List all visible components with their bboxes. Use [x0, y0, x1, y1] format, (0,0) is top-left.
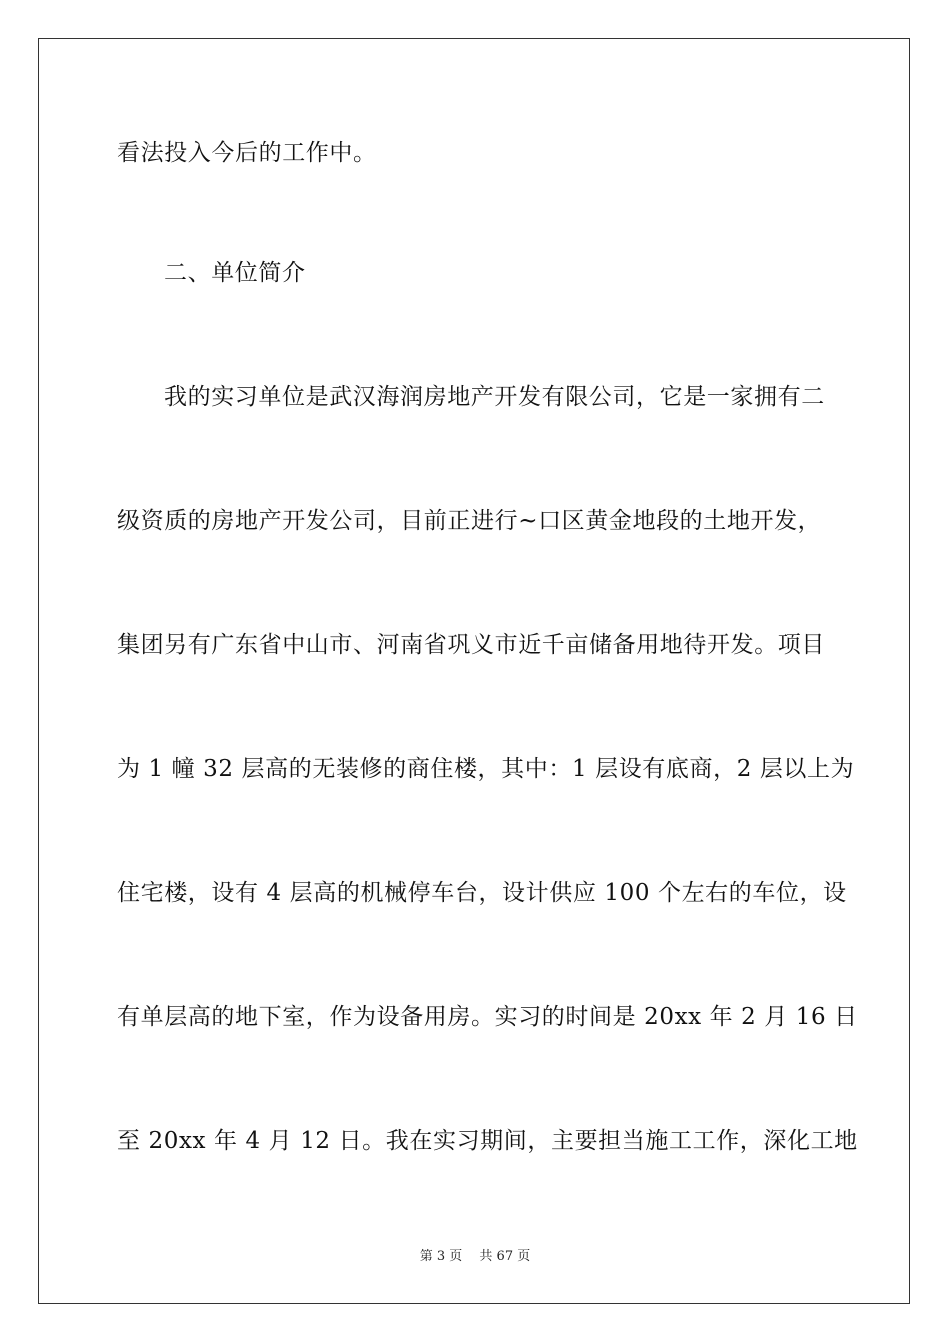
- text-line-1: 看法投入今后的工作中。: [117, 140, 377, 166]
- text-line-3: 我的实习单位是武汉海润房地产开发有限公司，它是一家拥有二: [164, 384, 825, 410]
- text-line-9: 至 20xx 年 4 月 12 日。我在实习期间，主要担当施工工作，深化工地: [117, 1128, 858, 1154]
- page-frame: [38, 38, 910, 1304]
- text-line-6: 为 1 幢 32 层高的无装修的商住楼，其中：1 层设有底商，2 层以上为: [117, 756, 855, 782]
- page-number-footer: 第 3 页 共 67 页: [419, 1249, 531, 1264]
- text-line-8: 有单层高的地下室，作为设备用房。实习的时间是 20xx 年 2 月 16 日: [117, 1004, 858, 1030]
- section-heading: 二、单位简介: [164, 260, 306, 286]
- text-line-4: 级资质的房地产开发公司，目前正进行~口区黄金地段的土地开发，: [117, 508, 822, 534]
- text-line-5: 集团另有广东省中山市、河南省巩义市近千亩储备用地待开发。项目: [117, 632, 825, 658]
- text-line-7: 住宅楼，设有 4 层高的机械停车台，设计供应 100 个左右的车位，设: [117, 880, 847, 906]
